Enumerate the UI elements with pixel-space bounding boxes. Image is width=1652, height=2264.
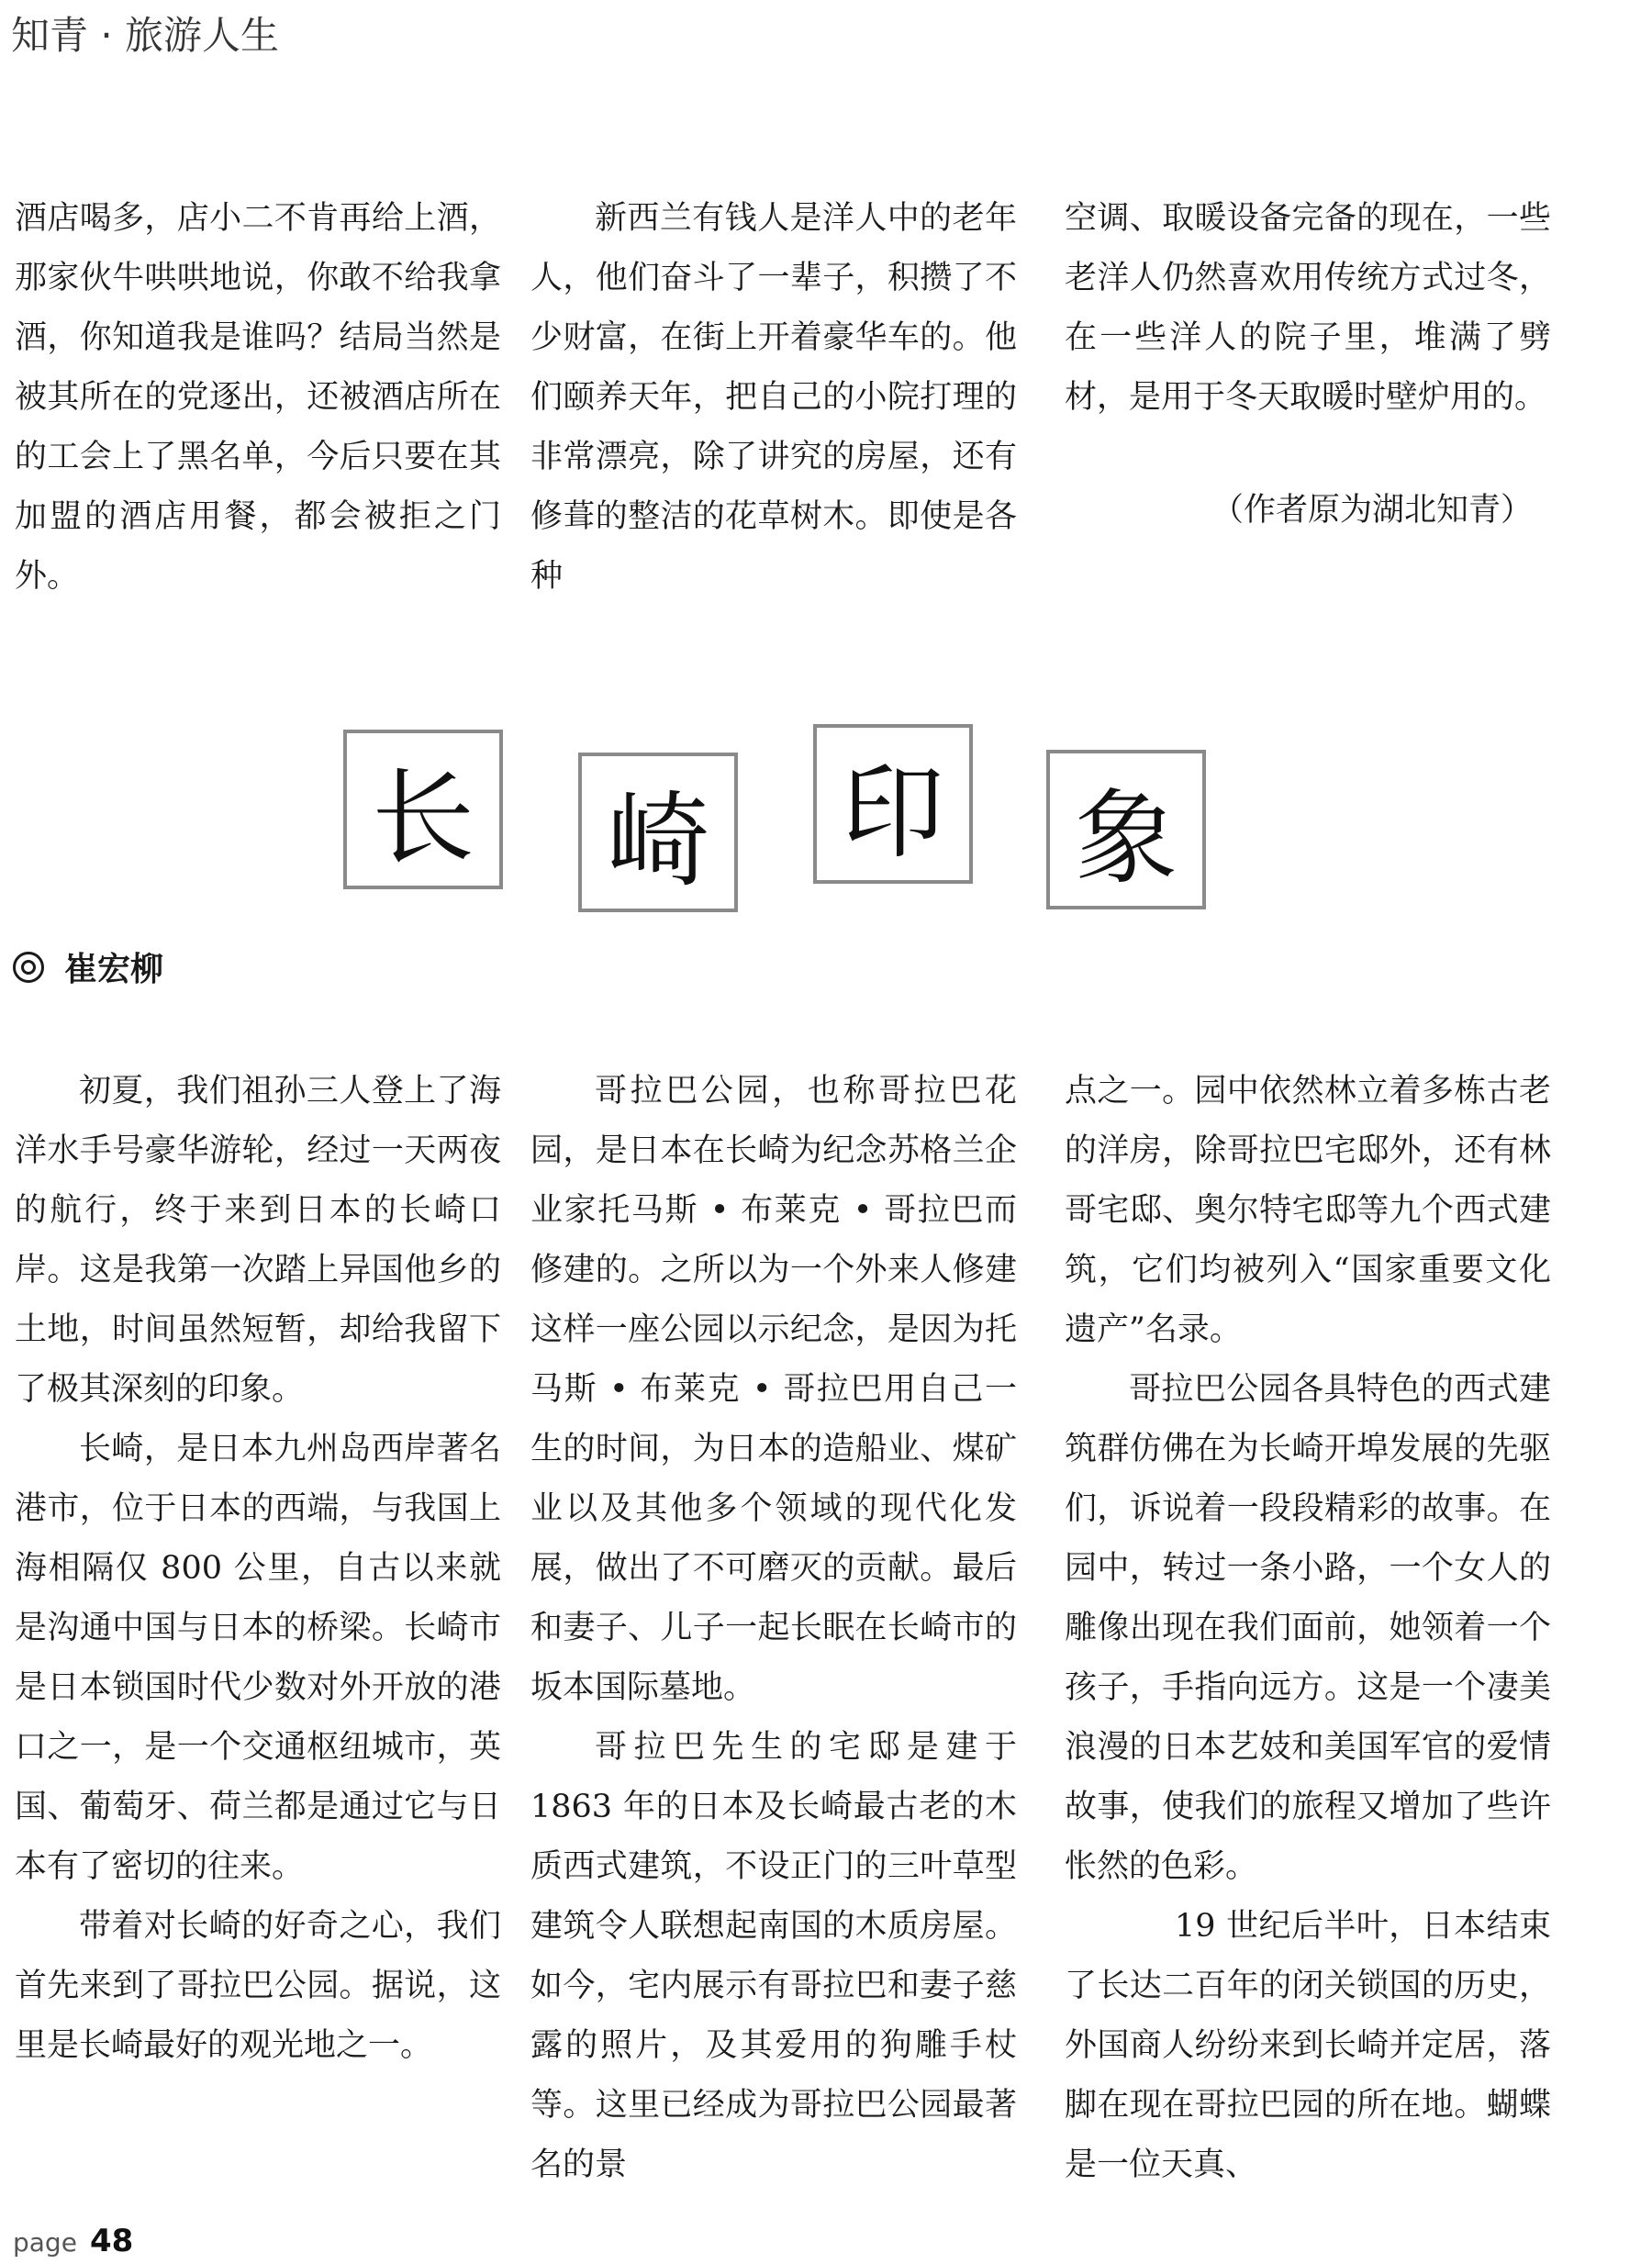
bullseye-icon — [13, 952, 44, 983]
page-footer — [13, 2223, 133, 2259]
paragraph: 哥拉巴先生的宅邸是建于 1863 年的日本及长崎最古老的木质西式建筑，不设正门的三叶草型建筑令人联想起南国的木质房屋。如今，宅内展示有哥拉巴和妻子慈露的照片，及其爱用的狗雕手杖等。这里已经成为哥拉巴公园最著名的景 — [530, 1729, 1017, 2183]
page-label: page — [13, 2227, 77, 2258]
paragraph: 空调、取暖设备完备的现在，一些老洋人仍然喜欢用传统方式过冬，在一些洋人的院子里，堆满了劈材，是用于冬天取暖时壁炉用的。 — [1065, 200, 1551, 416]
top-column-2 — [530, 189, 1017, 607]
paragraph: 19 世纪后半叶，日本结束了长达二百年的闭关锁国的历史，外国商人纷纷来到长崎并定居，落脚在现在哥拉巴园的所在地。蝴蝶是一位天真、 — [1065, 1908, 1551, 2183]
article-column-3 — [1065, 1062, 1551, 2195]
paragraph: 带着对长崎的好奇之心，我们首先来到了哥拉巴公园。据说，这里是长崎最好的观光地之一。 — [15, 1908, 501, 2064]
paragraph: 哥拉巴公园各具特色的西式建筑群仿佛在为长崎开埠发展的先驱们，诉说着一段段精彩的故事。在园中，转过一条小路，一个女人的雕像出现在我们面前，她领着一个孩子，手指向远方。这是一个凄美浪漫的日本艺妓和美国军官的爱情故事，使我们的旅程又增加了些许怅然的色彩。 — [1065, 1371, 1551, 1885]
paragraph: 初夏，我们祖孙三人登上了海洋水手号豪华游轮，经过一天两夜的航行，终于来到日本的长崎口岸。这是我第一次踏上异国他乡的土地，时间虽然短暂，却给我留下了极其深刻的印象。 — [15, 1073, 501, 1408]
paragraph: 点之一。园中依然林立着多栋古老的洋房，除哥拉巴宅邸外，还有林哥宅邸、奥尔特宅邸等九个西式建筑，它们均被列入“国家重要文化遗产”名录。 — [1065, 1073, 1551, 1348]
author-byline — [13, 943, 163, 990]
author-name: 崔宏柳 — [64, 951, 164, 988]
title-char-box: 印 — [813, 724, 973, 884]
paragraph: 长崎，是日本九州岛西岸著名港市，位于日本的西端，与我国上海相隔仅 800 公里，自古以来就是沟通中国与日本的桥梁。长崎市是日本锁国时代少数对外开放的港口之一，是一个交通枢纽城市，英国、葡萄牙、荷兰都是通过它与日本有了密切的往来。 — [15, 1431, 501, 1885]
author-credit: （作者原为湖北知青） — [1211, 492, 1533, 529]
title-char-box: 象 — [1046, 750, 1206, 909]
article-column-2 — [530, 1062, 1017, 2195]
paragraph: 酒店喝多，店小二不肯再给上酒，那家伙牛哄哄地说，你敢不给我拿酒，你知道我是谁吗？结局当然是被其所在的党逐出，还被酒店所在的工会上了黑名单，今后只要在其加盟的酒店用餐，都会被拒之门外。 — [15, 200, 501, 595]
top-column-1 — [15, 189, 501, 607]
article-column-1 — [15, 1062, 501, 2076]
top-column-3 — [1065, 189, 1551, 541]
title-char-box: 长 — [343, 730, 503, 889]
paragraph: 哥拉巴公园，也称哥拉巴花园，是日本在长崎为纪念苏格兰企业家托马斯 • 布莱克 • 哥拉巴而修建的。之所以为一个外来人修建这样一座公园以示纪念，是因为托马斯 • 布莱克 • 哥拉巴用自己一生的时间，为日本的造船业、煤矿业以及其他多个领域的现代化发展，做出了不可磨灭的贡献。最后和妻子、儿子一起长眠在长崎市的坂本国际墓地。 — [530, 1073, 1017, 1706]
title-char-box: 崎 — [578, 753, 738, 912]
page-number: 48 — [89, 2223, 134, 2259]
paragraph: 新西兰有钱人是洋人中的老年人，他们奋斗了一辈子，积攒了不少财富，在街上开着豪华车的。他们颐养天年，把自己的小院打理的非常漂亮，除了讲究的房屋，还有修葺的整洁的花草树木。即使是各种 — [530, 200, 1017, 595]
section-header: 知青 · 旅游人生 — [11, 13, 280, 58]
